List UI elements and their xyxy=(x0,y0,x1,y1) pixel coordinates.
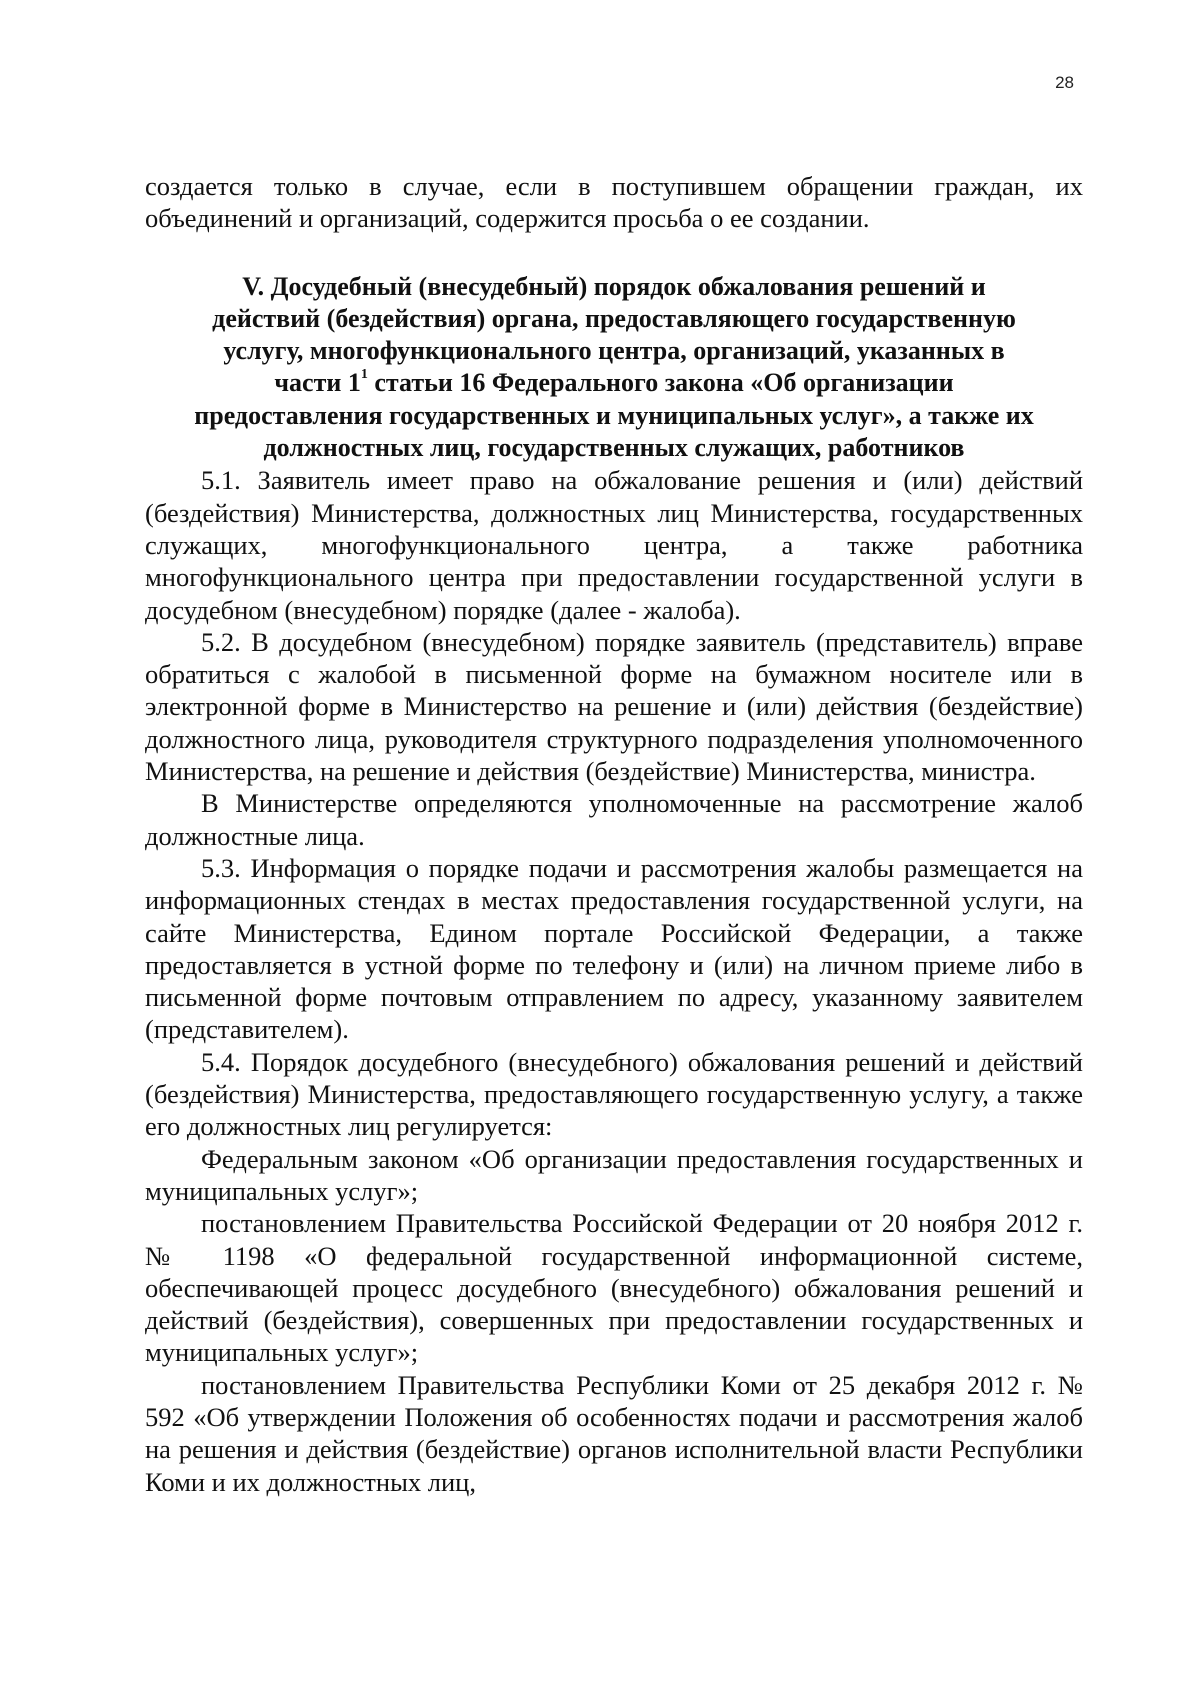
paragraph-authorized-officials: В Министерстве определяются уполномоченные на рассмотрение жалоб должностные лица. xyxy=(145,788,1083,851)
intro-paragraph: создается только в случае, если в поступившем обращении граждан, их объединений и организаций, содержится просьба о ее создании. xyxy=(145,171,1083,234)
paragraph-komi-resolution-592: постановлением Правительства Республики Коми от 25 декабря 2012 г. № 592 «Об утверждении Положения об особенностях подачи и рассмотрения жалоб на решения и действия (бездействие) органов исполнительной власти Республики Коми и их должностных лиц, xyxy=(145,1369,1083,1497)
heading-line-4-start: части 1 xyxy=(274,368,361,398)
heading-superscript: 1 xyxy=(360,366,368,382)
section-heading xyxy=(145,271,1083,465)
heading-line-1: V. Досудебный (внесудебный) порядок обжалования решений и xyxy=(242,271,986,301)
paragraph-government-resolution-1198: постановлением Правительства Российской Федерации от 20 ноября 2012 г. № 1198 «О федеральной государственной информационной системе, обеспечивающей процесс досудебного (внесудебного) обжалования решений и действий (бездействия), совершенных при предоставлении государственных и муниципальных услуг»; xyxy=(145,1208,1083,1368)
heading-line-6: должностных лиц, государственных служащих, работников xyxy=(263,433,965,463)
heading-line-4 xyxy=(145,367,1083,399)
heading-line-5: предоставления государственных и муниципальных услуг», а также их xyxy=(194,400,1034,430)
heading-line-2: действий (бездействия) органа, предоставляющего государственную xyxy=(212,303,1016,333)
paragraph-5-2: 5.2. В досудебном (внесудебном) порядке заявитель (представитель) вправе обратиться с жалобой в письменной форме на бумажном носителе или в электронной форме в Министерство на решение и (или) действия (бездействие) должностного лица, руководителя структурного подразделения уполномоченного Министерства, на решение и действия (бездействие) Министерства, министра. xyxy=(145,626,1083,787)
paragraph-5-1: 5.1. Заявитель имеет право на обжалование решения и (или) действий (бездействия) Министерства, должностных лиц Министерства, государственных служащих, многофункционального центра, а также работника многофункционального центра при предоставлении государственной услуги в досудебном (внесудебном) порядке (далее - жалоба). xyxy=(145,465,1083,625)
page-number: 28 xyxy=(1055,73,1074,92)
paragraph-5-4: 5.4. Порядок досудебного (внесудебного) обжалования решений и действий (бездействия) Министерства, предоставляющего государственную услугу, а также его должностных лиц регулируется: xyxy=(145,1046,1083,1142)
heading-line-4-end: статьи 16 Федерального закона «Об организации xyxy=(367,368,954,398)
heading-line-3: услугу, многофункционального центра, организаций, указанных в xyxy=(223,336,1005,366)
paragraph-5-3: 5.3. Информация о порядке подачи и рассмотрения жалобы размещается на информационных стендах в местах предоставления государственной услуги, на сайте Министерства, Едином портале Российской Федерации, а также предоставляется в устной форме по телефону и (или) на личном приеме либо в письменной форме почтовым отправлением по адресу, указанному заявителем (представителем). xyxy=(145,852,1083,1045)
paragraph-federal-law: Федеральным законом «Об организации предоставления государственных и муниципальных услуг»; xyxy=(145,1143,1083,1206)
document-body xyxy=(145,170,1083,1498)
